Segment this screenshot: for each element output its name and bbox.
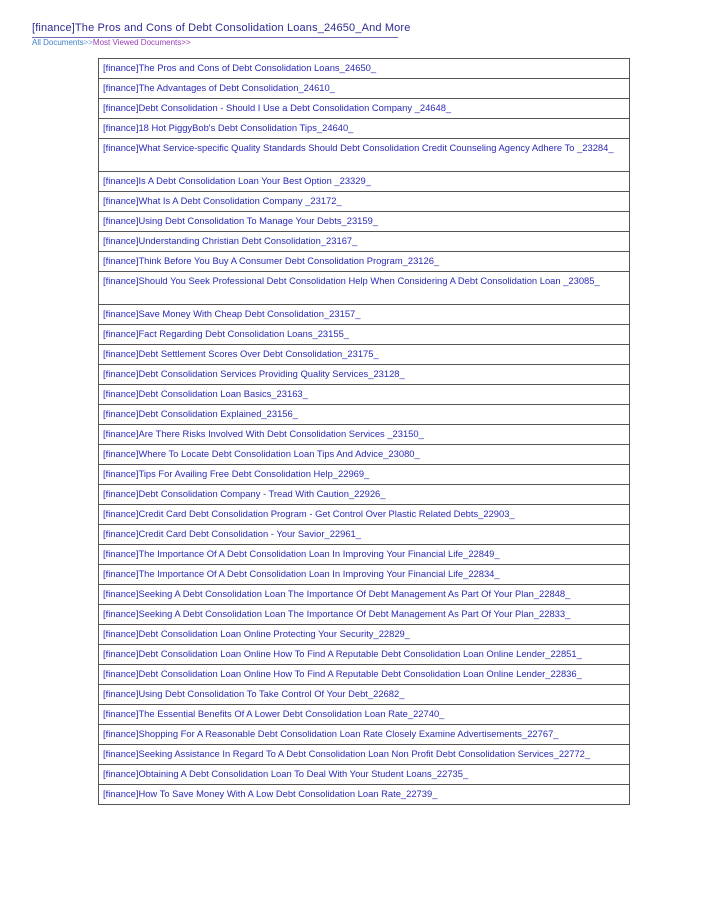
document-link[interactable]: [finance]Should You Seek Professional Debt Consolidation Help When Considering A Debt Consolidation Loan _23085_ (103, 275, 600, 286)
list-item (99, 465, 629, 485)
list-item (99, 139, 629, 172)
document-link[interactable]: [finance]Credit Card Debt Consolidation Program - Get Control Over Plastic Related Debts_22903_ (103, 508, 515, 519)
breadcrumb (32, 38, 191, 47)
list-item (99, 385, 629, 405)
document-link[interactable]: [finance]How To Save Money With A Low Debt Consolidation Loan Rate_22739_ (103, 788, 438, 799)
list-item (99, 505, 629, 525)
document-link[interactable]: [finance]The Essential Benefits Of A Lower Debt Consolidation Loan Rate_22740_ (103, 708, 445, 719)
document-link[interactable]: [finance]Debt Consolidation - Should I Use a Debt Consolidation Company _24648_ (103, 102, 452, 113)
breadcrumb-separator: >> (83, 38, 93, 47)
list-item (99, 665, 629, 685)
document-link[interactable]: [finance]Fact Regarding Debt Consolidation Loans_23155_ (103, 328, 350, 339)
document-link[interactable]: [finance]What Is A Debt Consolidation Company _23172_ (103, 195, 342, 206)
list-item (99, 59, 629, 79)
list-item (99, 645, 629, 665)
document-link[interactable]: [finance]Credit Card Debt Consolidation - Your Savior_22961_ (103, 528, 361, 539)
document-link[interactable]: [finance]What Service-specific Quality Standards Should Debt Consolidation Credit Counseling Agency Adhere To _23284_ (103, 142, 614, 153)
list-item (99, 79, 629, 99)
document-link[interactable]: [finance]Think Before You Buy A Consumer Debt Consolidation Program_23126_ (103, 255, 440, 266)
list-item (99, 445, 629, 465)
breadcrumb-all-documents-link[interactable]: All Documents (32, 38, 84, 47)
list-item (99, 325, 629, 345)
document-link[interactable]: [finance]Save Money With Cheap Debt Consolidation_23157_ (103, 308, 361, 319)
document-link[interactable]: [finance]Debt Consolidation Loan Basics_23163_ (103, 388, 308, 399)
document-link[interactable]: [finance]Is A Debt Consolidation Loan Your Best Option _23329_ (103, 175, 371, 186)
document-link[interactable]: [finance]Debt Settlement Scores Over Debt Consolidation_23175_ (103, 348, 379, 359)
document-link[interactable]: [finance]Seeking A Debt Consolidation Loan The Importance Of Debt Management As Part Of Your Plan_22848_ (103, 588, 571, 599)
list-item (99, 172, 629, 192)
list-item (99, 525, 629, 545)
document-link[interactable]: [finance]Tips For Availing Free Debt Consolidation Help_22969_ (103, 468, 370, 479)
document-link[interactable]: [finance]Using Debt Consolidation To Take Control Of Your Debt_22682_ (103, 688, 405, 699)
list-item (99, 745, 629, 765)
document-link[interactable]: [finance]The Importance Of A Debt Consolidation Loan In Improving Your Financial Life_22834_ (103, 568, 500, 579)
document-link[interactable]: [finance]Seeking Assistance In Regard To A Debt Consolidation Loan Non Profit Debt Consolidation Services_22772_ (103, 748, 591, 759)
list-item (99, 605, 629, 625)
list-item (99, 585, 629, 605)
document-link[interactable]: [finance]Debt Consolidation Explained_23156_ (103, 408, 298, 419)
breadcrumb-separator: >> (181, 38, 191, 47)
document-link[interactable]: [finance]Debt Consolidation Loan Online How To Find A Reputable Debt Consolidation Loan Online Lender_22851_ (103, 648, 582, 659)
list-item (99, 725, 629, 745)
list-item (99, 192, 629, 212)
list-item (99, 765, 629, 785)
document-link[interactable]: [finance]Understanding Christian Debt Consolidation_23167_ (103, 235, 358, 246)
list-item (99, 252, 629, 272)
document-link[interactable]: [finance]Seeking A Debt Consolidation Loan The Importance Of Debt Management As Part Of Your Plan_22833_ (103, 608, 571, 619)
document-link[interactable]: [finance]The Advantages of Debt Consolidation_24610_ (103, 82, 335, 93)
document-link[interactable]: [finance]The Pros and Cons of Debt Consolidation Loans_24650_ (103, 62, 377, 73)
list-item (99, 425, 629, 445)
list-item (99, 212, 629, 232)
document-link[interactable]: [finance]Debt Consolidation Services Providing Quality Services_23128_ (103, 368, 405, 379)
document-link[interactable]: [finance]18 Hot PiggyBob's Debt Consolidation Tips_24640_ (103, 122, 354, 133)
list-item (99, 625, 629, 645)
document-link[interactable]: [finance]The Importance Of A Debt Consolidation Loan In Improving Your Financial Life_22849_ (103, 548, 500, 559)
document-link[interactable]: [finance]Using Debt Consolidation To Manage Your Debts_23159_ (103, 215, 379, 226)
list-item (99, 345, 629, 365)
list-item (99, 565, 629, 585)
list-item (99, 685, 629, 705)
document-list (98, 58, 630, 805)
list-item (99, 785, 629, 805)
list-item (99, 485, 629, 505)
document-link[interactable]: [finance]Obtaining A Debt Consolidation Loan To Deal With Your Student Loans_22735_ (103, 768, 469, 779)
list-item (99, 305, 629, 325)
document-link[interactable]: [finance]Are There Risks Involved With Debt Consolidation Services _23150_ (103, 428, 424, 439)
document-link[interactable]: [finance]Shopping For A Reasonable Debt Consolidation Loan Rate Closely Examine Advertisements_22767_ (103, 728, 559, 739)
document-link[interactable]: [finance]Debt Consolidation Loan Online Protecting Your Security_22829_ (103, 628, 410, 639)
breadcrumb-most-viewed-link[interactable]: Most Viewed Documents (92, 38, 182, 47)
document-link[interactable]: [finance]Debt Consolidation Company - Tread With Caution_22926_ (103, 488, 386, 499)
list-item (99, 232, 629, 252)
list-item (99, 99, 629, 119)
list-item (99, 272, 629, 305)
document-link[interactable]: [finance]Debt Consolidation Loan Online How To Find A Reputable Debt Consolidation Loan Online Lender_22836_ (103, 668, 582, 679)
list-item (99, 119, 629, 139)
list-item (99, 545, 629, 565)
list-item (99, 405, 629, 425)
list-item (99, 365, 629, 385)
page-title: [finance]The Pros and Cons of Debt Consolidation Loans_24650_And More (32, 22, 398, 38)
document-link[interactable]: [finance]Where To Locate Debt Consolidation Loan Tips And Advice_23080_ (103, 448, 420, 459)
list-item (99, 705, 629, 725)
